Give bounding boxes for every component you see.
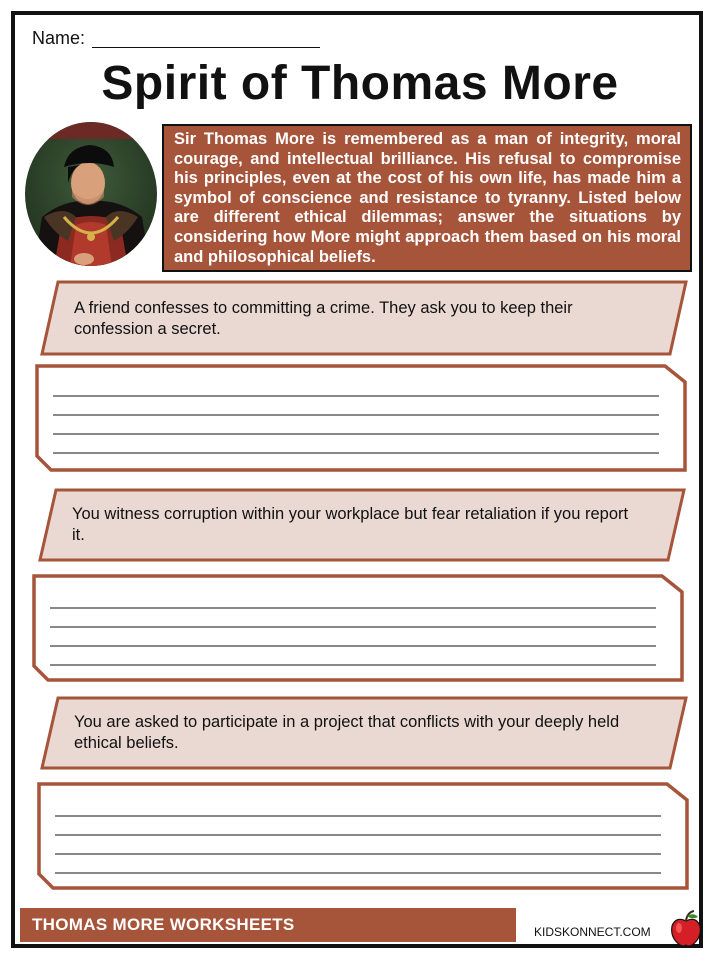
dilemma-prompt-3 [38, 696, 690, 770]
dilemma-prompt-text: You are asked to participate in a project that conflicts with your deeply held ethical beliefs. [74, 713, 620, 752]
answer-box-1[interactable] [33, 364, 689, 474]
footer-brand: KIDSKONNECT.COM [534, 925, 651, 939]
dilemma-prompt-text: A friend confesses to committing a crime. They ask you to keep their confession a secret. [74, 299, 573, 338]
intro-text: Sir Thomas More is remembered as a man of integrity, moral courage, and intellectual brilliance. His refusal to compromise his principles, even at the cost of his own life, has made him a symbol of conscience and resistance to tyranny. Listed below are different ethical dilemmas; answer the situations by considering how More might approach them based on his moral and philosophical beliefs. [162, 124, 692, 272]
portrait-image [24, 121, 158, 267]
page-title: Spirit of Thomas More [101, 57, 619, 110]
answer-box-3[interactable] [35, 782, 691, 892]
footer-bar [20, 908, 516, 942]
footer-title: THOMAS MORE WORKSHEETS [32, 915, 295, 934]
dilemma-prompt-text: You witness corruption within your workplace but fear retaliation if you report it. [72, 505, 629, 544]
dilemma-prompt-2 [36, 488, 688, 562]
name-field[interactable] [92, 47, 320, 48]
name-label: Name: [32, 28, 86, 48]
dilemma-prompt-1 [38, 280, 690, 356]
answer-box-2[interactable] [30, 574, 686, 684]
apple-icon [668, 908, 704, 948]
